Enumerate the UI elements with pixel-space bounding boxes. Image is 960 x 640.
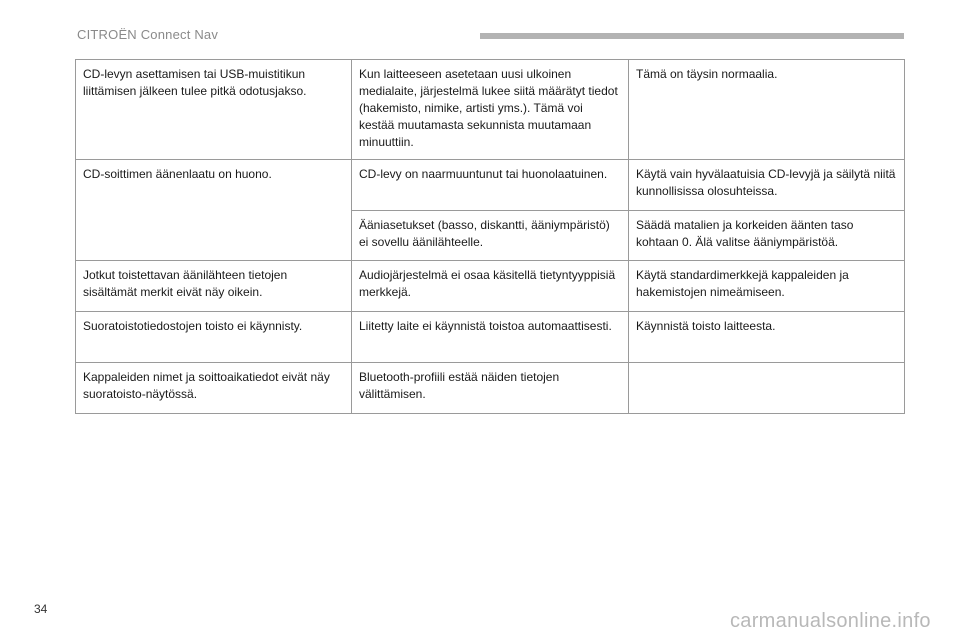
table-row (76, 312, 905, 363)
table-row (76, 60, 905, 160)
cause-cell: Bluetooth-profiili estää näiden tietojen välittämisen. (352, 363, 629, 414)
problem-cell: Suoratoistotiedostojen toisto ei käynnisty. (76, 312, 352, 363)
solution-cell: Tämä on täysin normaalia. (629, 60, 905, 160)
solution-cell (629, 363, 905, 414)
problem-cell: CD-soittimen äänenlaatu on huono. (76, 160, 352, 261)
table-row (76, 363, 905, 414)
cause-cell: Ääniasetukset (basso, diskantti, ääniympäristö) ei sovellu äänilähteelle. (352, 211, 629, 261)
solution-cell: Käynnistä toisto laitteesta. (629, 312, 905, 363)
cause-cell: Kun laitteeseen asetetaan uusi ulkoinen medialaite, järjestelmä lukee siitä määrätyt tiedot (hakemisto, nimike, artisti yms.). Tämä voi kestää muutamasta sekunnista muutamaan minuuttiin. (352, 60, 629, 160)
solution-cell: Käytä vain hyvälaatuisia CD-levyjä ja säilytä niitä kunnollisissa olosuhteissa. (629, 160, 905, 211)
header-divider-bar (480, 33, 904, 39)
solution-cell: Säädä matalien ja korkeiden äänten taso kohtaan 0. Älä valitse ääniympäristöä. (629, 211, 905, 261)
cause-cell: Liitetty laite ei käynnistä toistoa automaattisesti. (352, 312, 629, 363)
problem-cell: Kappaleiden nimet ja soittoaikatiedot eivät näy suoratoisto-näytössä. (76, 363, 352, 414)
cause-cell: CD-levy on naarmuuntunut tai huonolaatuinen. (352, 160, 629, 211)
page-header-title: CITROËN Connect Nav (77, 27, 219, 42)
problem-cell: CD-levyn asettamisen tai USB-muistitikun liittämisen jälkeen tulee pitkä odotusjakso. (76, 60, 352, 160)
problem-cell: Jotkut toistettavan äänilähteen tietojen sisältämät merkit eivät näy oikein. (76, 261, 352, 312)
solution-cell: Käytä standardimerkkejä kappaleiden ja hakemistojen nimeämiseen. (629, 261, 905, 312)
table-row (76, 261, 905, 312)
watermark-text: carmanualsonline.info (730, 610, 931, 632)
table-row (76, 160, 905, 211)
cause-cell: Audiojärjestelmä ei osaa käsitellä tietyntyyppisiä merkkejä. (352, 261, 629, 312)
troubleshooting-table (75, 59, 905, 414)
page-number: 34 (34, 602, 48, 616)
